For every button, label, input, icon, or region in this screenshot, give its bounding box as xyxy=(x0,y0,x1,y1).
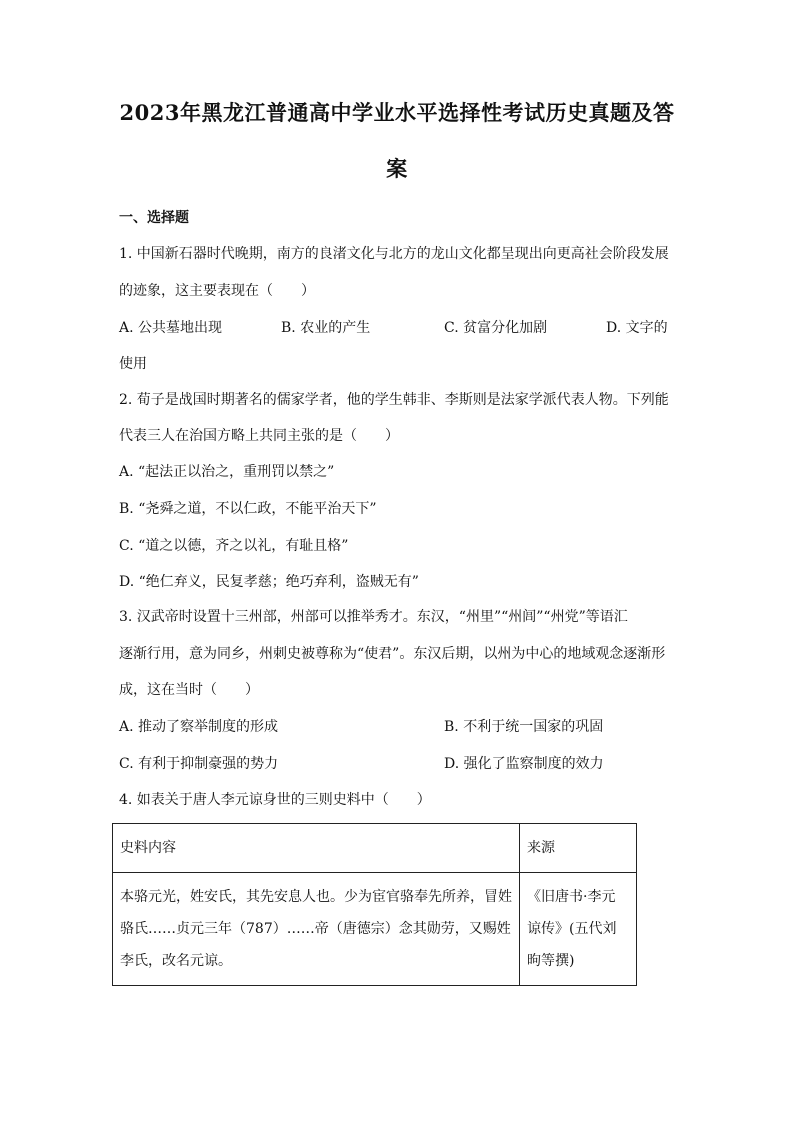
section-heading: 一、选择题 xyxy=(119,210,189,226)
q4-stem: 4. 如表关于唐人李元谅身世的三则史料中（ ） xyxy=(119,792,431,808)
table-cell-source xyxy=(520,873,637,986)
q2-stem-line2: 代表三人在治国方略上共同主张的是（ ） xyxy=(119,428,399,444)
q1-option-b: B. 农业的产生 xyxy=(281,320,371,336)
q3-option-b: B. 不利于统一国家的巩固 xyxy=(444,719,604,735)
document-title-line1: 2023年黑龙江普通高中学业水平选择性考试历史真题及答 xyxy=(119,100,675,125)
source-line: 谅传》(五代刘 xyxy=(527,921,617,937)
q1-option-d: D. 文字的 xyxy=(606,320,668,336)
table-header-source: 来源 xyxy=(520,824,637,873)
q3-stem-line1: 3. 汉武帝时设置十三州部，州部可以推举秀才。东汉，“州里”“州闾”“州党”等语汇 xyxy=(119,609,628,625)
content-line: 本骆元光，姓安氏，其先安息人也。少为宦官骆奉先所养，冒姓 xyxy=(120,889,512,905)
q1-option-a: A. 公共墓地出现 xyxy=(119,320,223,336)
source-line: 昫等撰) xyxy=(527,953,575,969)
q2-option-d: D. “绝仁弃义，民复孝慈；绝巧弃利，盗贼无有” xyxy=(119,574,419,590)
q3-option-a: A. 推动了察举制度的形成 xyxy=(119,719,279,735)
q3-stem-line2: 逐渐行用，意为同乡，州刺史被尊称为“使君”。东汉后期，以州为中心的地域观念逐渐形 xyxy=(119,646,666,662)
q3-option-d: D. 强化了监察制度的效力 xyxy=(444,756,604,772)
content-line: 骆氏……贞元三年（787）……帝（唐德宗）念其勋劳，又赐姓 xyxy=(120,921,511,937)
table-header-content: 史料内容 xyxy=(113,824,520,873)
source-table xyxy=(112,823,637,986)
q1-stem-line1: 1. 中国新石器时代晚期，南方的良渚文化与北方的龙山文化都呈现出向更高社会阶段发展 xyxy=(119,246,669,262)
q2-stem-line1: 2. 荀子是战国时期著名的儒家学者，他的学生韩非、李斯则是法家学派代表人物。下列能 xyxy=(119,392,669,408)
table-cell-content xyxy=(113,873,520,986)
q1-stem-line2: 的迹象，这主要表现在（ ） xyxy=(119,283,315,299)
q2-option-c: C. “道之以德，齐之以礼，有耻且格” xyxy=(119,538,349,554)
q2-option-a: A. “起法正以治之，重刑罚以禁之” xyxy=(119,464,335,480)
document-title-line2: 案 xyxy=(386,156,408,181)
q1-option-d-wrap: 使用 xyxy=(119,356,147,372)
q2-option-b: B. “尧舜之道，不以仁政，不能平治天下” xyxy=(119,501,377,517)
table-header-row xyxy=(113,824,637,873)
source-line: 《旧唐书·李元 xyxy=(527,889,616,905)
q3-option-c: C. 有利于抑制豪强的势力 xyxy=(119,756,279,772)
content-line: 李氏，改名元谅。 xyxy=(120,953,232,969)
q1-option-c: C. 贫富分化加剧 xyxy=(444,320,548,336)
q3-stem-line3: 成，这在当时（ ） xyxy=(119,682,259,698)
table-row xyxy=(113,873,637,986)
